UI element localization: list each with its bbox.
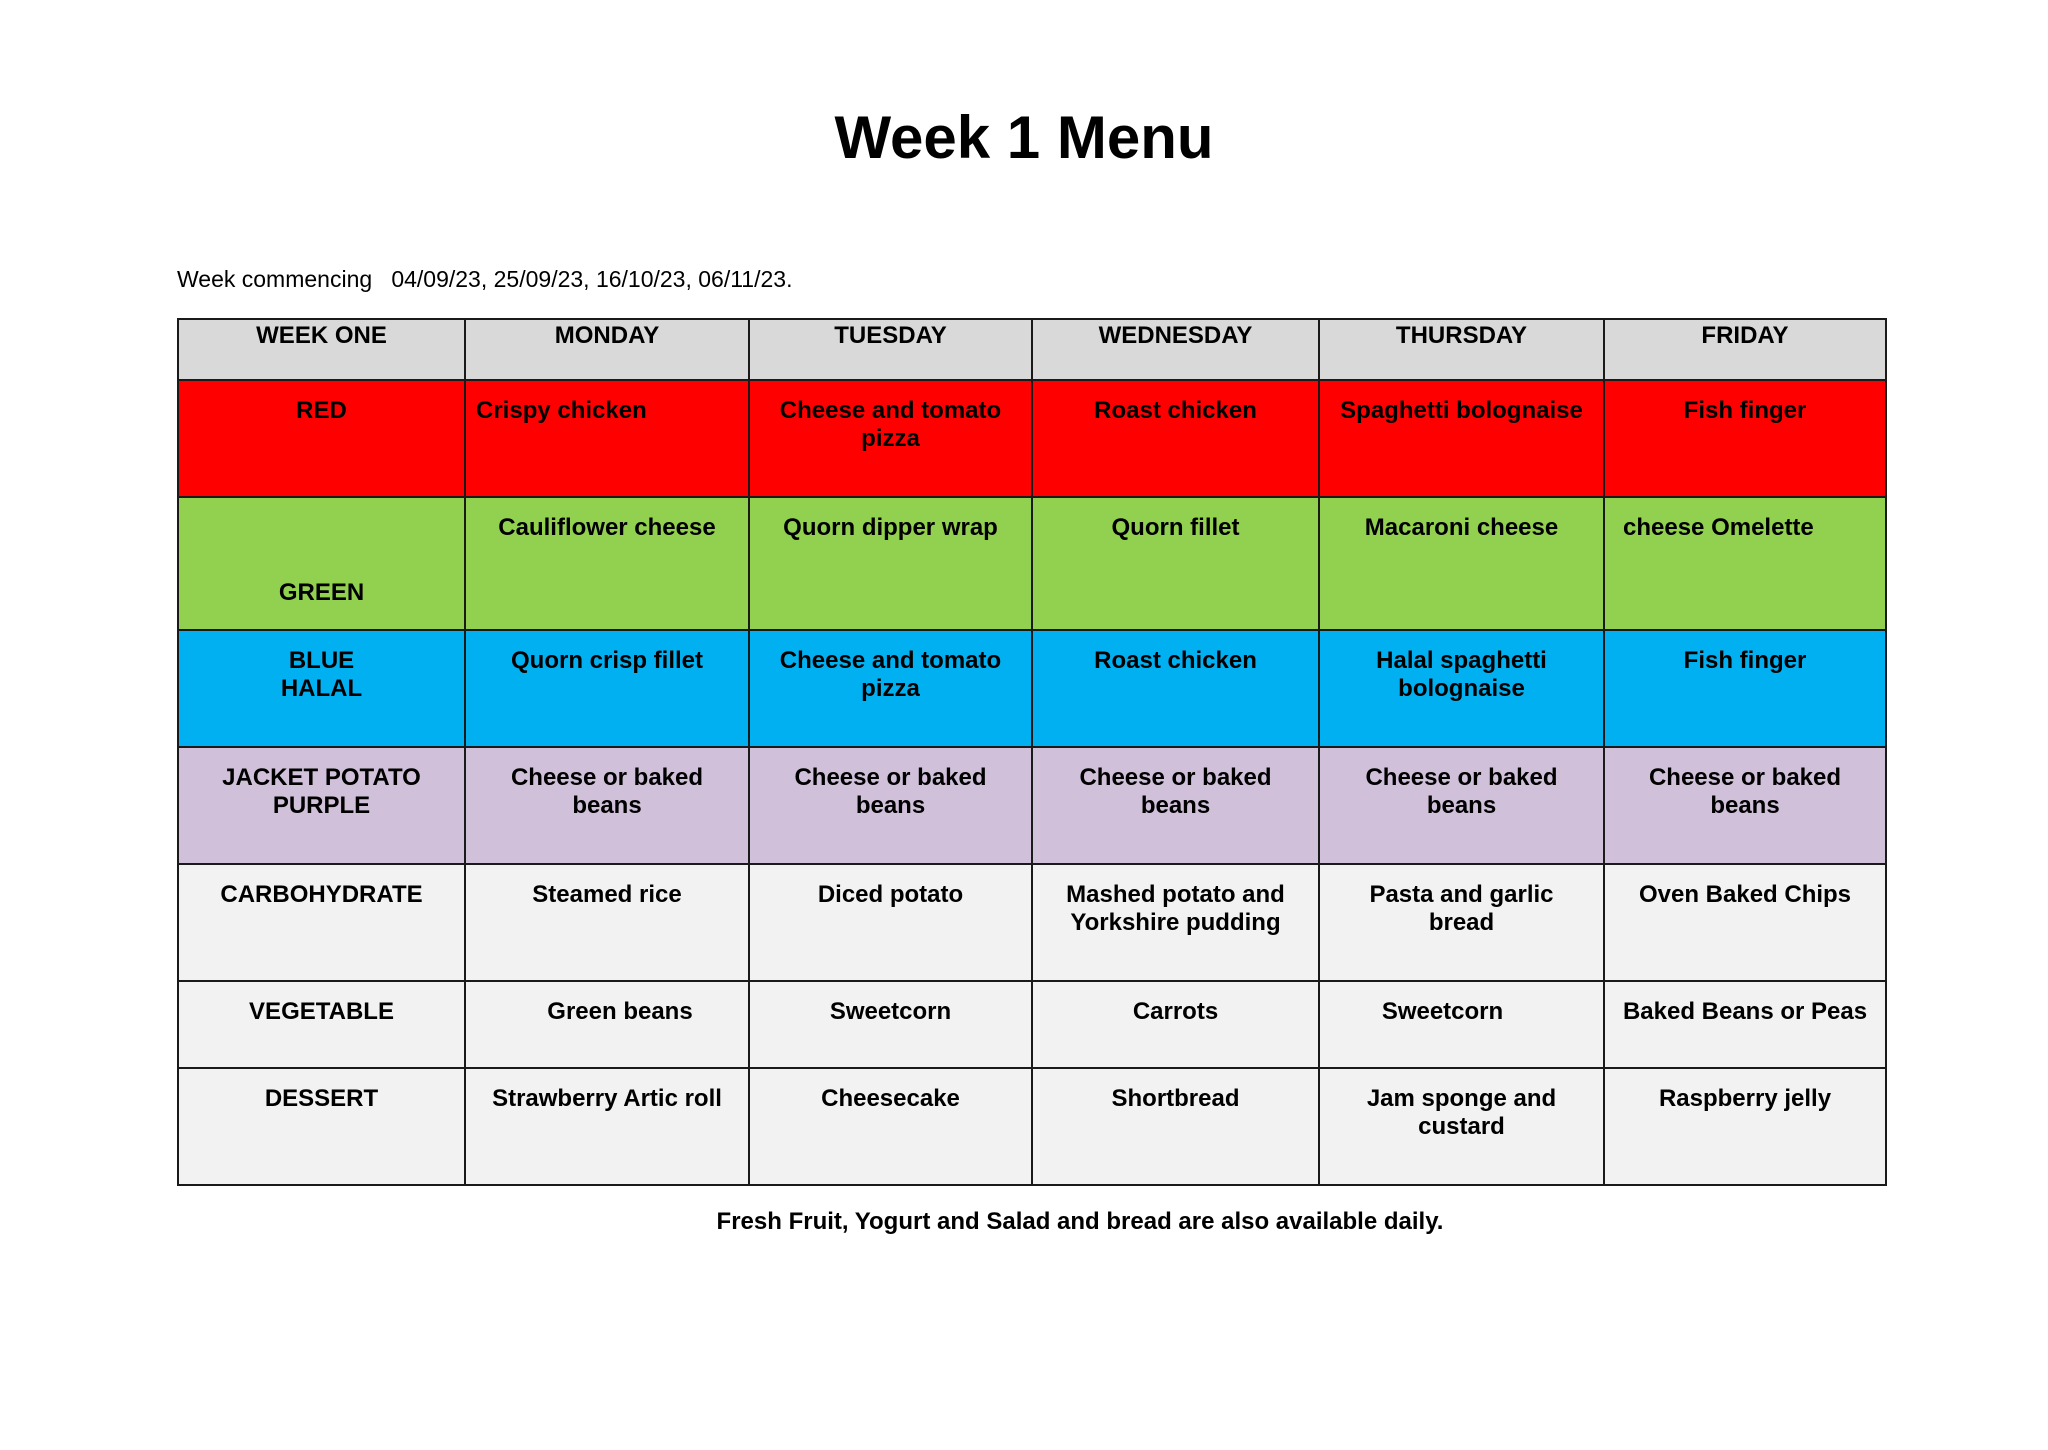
- red-tuesday: Cheese and tomato pizza: [749, 380, 1032, 497]
- carb-wednesday: Mashed potato and Yorkshire pudding: [1032, 864, 1319, 981]
- red-thursday: Spaghetti bolognaise: [1319, 380, 1604, 497]
- green-tuesday: Quorn dipper wrap: [749, 497, 1032, 630]
- header-tuesday: TUESDAY: [749, 319, 1032, 380]
- dessert-friday: Raspberry jelly: [1604, 1068, 1886, 1185]
- row-label-vegetable: VEGETABLE: [178, 981, 465, 1068]
- page-title: Week 1 Menu: [834, 104, 1214, 171]
- veg-wednesday: Carrots: [1032, 981, 1319, 1068]
- row-label-green: GREEN: [178, 497, 465, 630]
- purple-friday: Cheese or baked beans: [1604, 747, 1886, 864]
- green-monday: Cauliflower cheese: [465, 497, 749, 630]
- week-commencing-dates: Week commencing 04/09/23, 25/09/23, 16/10/23, 06/11/23.: [177, 266, 793, 292]
- carb-monday: Steamed rice: [465, 864, 749, 981]
- row-label-purple: JACKET POTATO PURPLE: [178, 747, 465, 864]
- purple-tuesday: Cheese or baked beans: [749, 747, 1032, 864]
- red-friday: Fish finger: [1604, 380, 1886, 497]
- purple-monday: Cheese or baked beans: [465, 747, 749, 864]
- table-row-blue: [178, 630, 1886, 747]
- table-header-row: [178, 319, 1886, 380]
- row-label-carbohydrate: CARBOHYDRATE: [178, 864, 465, 981]
- blue-thursday: Halal spaghetti bolognaise: [1319, 630, 1604, 747]
- purple-wednesday: Cheese or baked beans: [1032, 747, 1319, 864]
- table-row-vegetable: [178, 981, 1886, 1068]
- header-friday: FRIDAY: [1604, 319, 1886, 380]
- table-row-purple: [178, 747, 1886, 864]
- dessert-thursday: Jam sponge and custard: [1319, 1068, 1604, 1185]
- red-monday: Crispy chicken: [465, 380, 749, 497]
- carb-thursday: Pasta and garlic bread: [1319, 864, 1604, 981]
- table-row-red: [178, 380, 1886, 497]
- dessert-tuesday: Cheesecake: [749, 1068, 1032, 1185]
- carb-friday: Oven Baked Chips: [1604, 864, 1886, 981]
- blue-tuesday: Cheese and tomato pizza: [749, 630, 1032, 747]
- green-thursday: Macaroni cheese: [1319, 497, 1604, 630]
- veg-monday: Green beans: [465, 981, 749, 1068]
- row-label-red: RED: [178, 380, 465, 497]
- green-friday: cheese Omelette: [1604, 497, 1886, 630]
- dessert-wednesday: Shortbread: [1032, 1068, 1319, 1185]
- row-label-blue: BLUE HALAL: [178, 630, 465, 747]
- carb-tuesday: Diced potato: [749, 864, 1032, 981]
- veg-tuesday: Sweetcorn: [749, 981, 1032, 1068]
- blue-monday: Quorn crisp fillet: [465, 630, 749, 747]
- footer-note: Fresh Fruit, Yogurt and Salad and bread are also available daily.: [716, 1208, 1444, 1235]
- menu-table: [177, 318, 1887, 1186]
- purple-thursday: Cheese or baked beans: [1319, 747, 1604, 864]
- veg-thursday: Sweetcorn: [1319, 981, 1604, 1068]
- blue-friday: Fish finger: [1604, 630, 1886, 747]
- blue-wednesday: Roast chicken: [1032, 630, 1319, 747]
- table-row-dessert: [178, 1068, 1886, 1185]
- table-row-carbohydrate: [178, 864, 1886, 981]
- table-row-green: [178, 497, 1886, 630]
- header-wednesday: WEDNESDAY: [1032, 319, 1319, 380]
- dessert-monday: Strawberry Artic roll: [465, 1068, 749, 1185]
- red-wednesday: Roast chicken: [1032, 380, 1319, 497]
- green-wednesday: Quorn fillet: [1032, 497, 1319, 630]
- header-thursday: THURSDAY: [1319, 319, 1604, 380]
- veg-friday: Baked Beans or Peas: [1604, 981, 1886, 1068]
- row-label-dessert: DESSERT: [178, 1068, 465, 1185]
- header-monday: MONDAY: [465, 319, 749, 380]
- header-week-one: WEEK ONE: [178, 319, 465, 380]
